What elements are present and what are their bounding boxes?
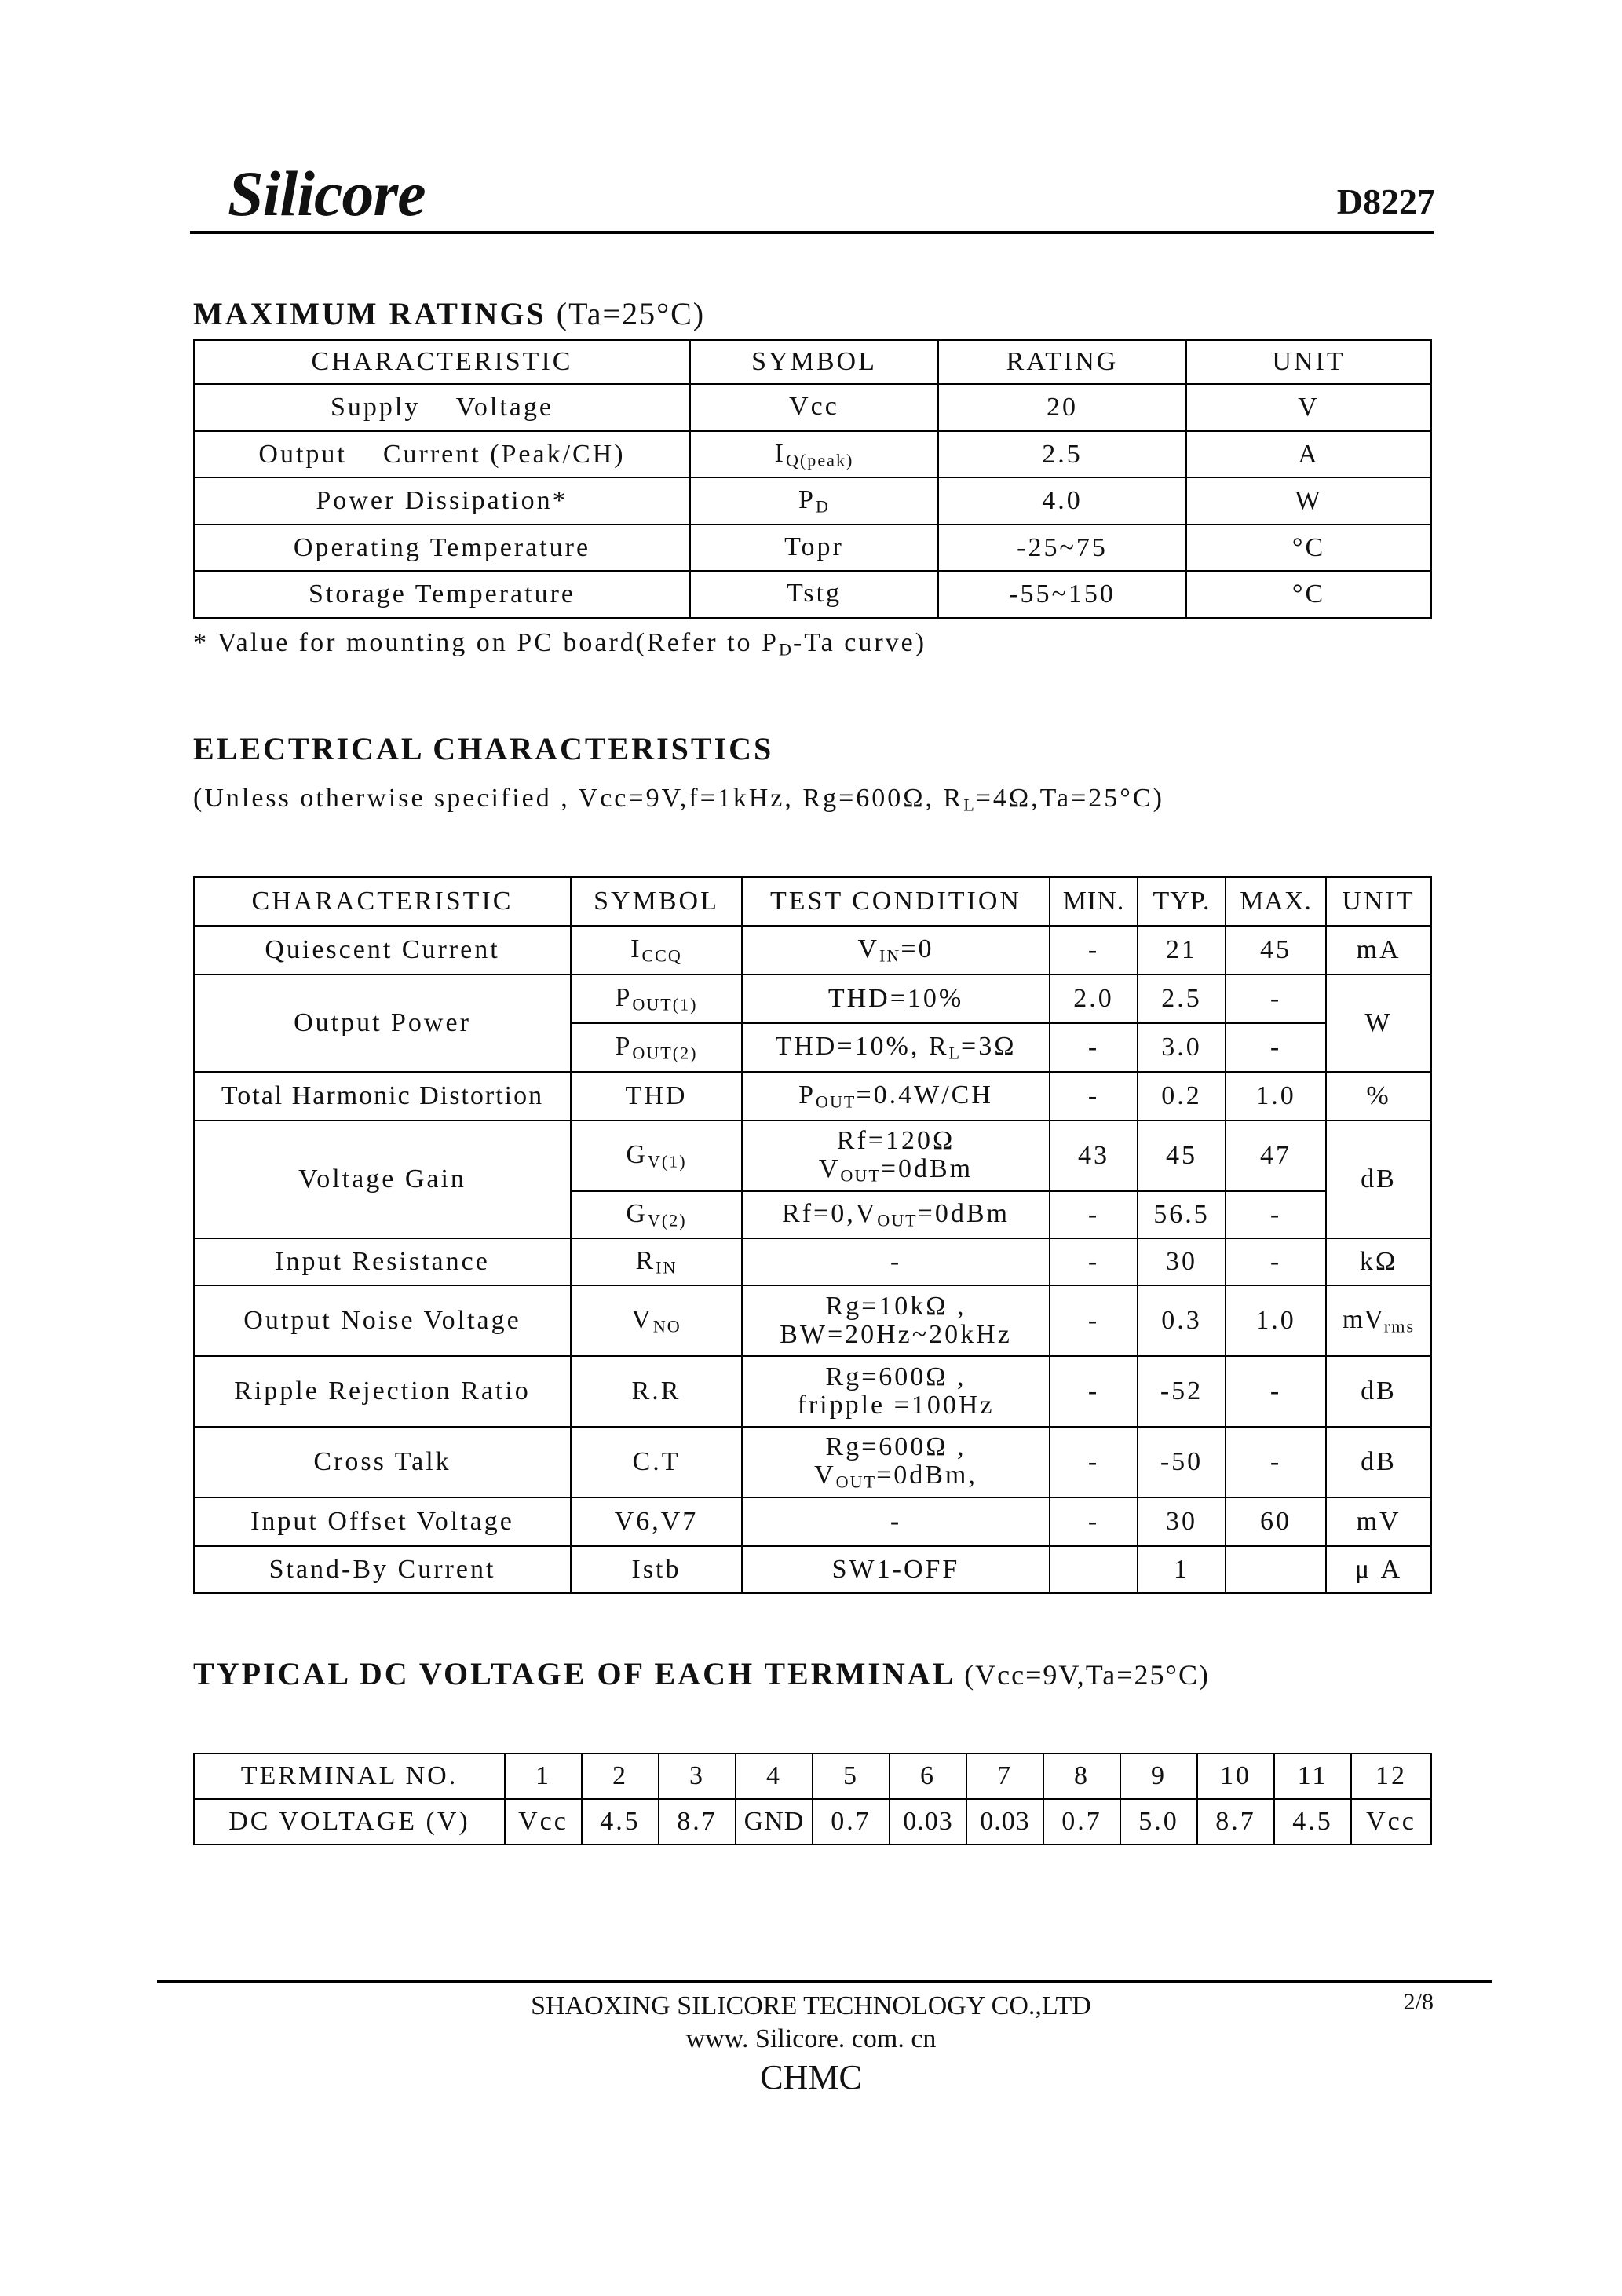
min-cell: -	[1050, 926, 1138, 974]
table-row	[194, 525, 1431, 572]
condition-cell	[742, 1072, 1050, 1121]
table-row	[194, 1072, 1431, 1121]
symbol-cell	[571, 1191, 742, 1238]
unit-cell: dB	[1326, 1356, 1431, 1427]
condition-line-1: Rg=600Ω ,	[825, 1432, 966, 1462]
typ-cell: 30	[1138, 1497, 1226, 1546]
min-cell: -	[1050, 1023, 1138, 1072]
condition-text-end: =0dBm,	[876, 1460, 977, 1490]
characteristic-cell: Output Power	[194, 974, 571, 1072]
typ-cell: -52	[1138, 1356, 1226, 1427]
condition-text-end: =0dBm	[880, 1153, 974, 1183]
symbol-subscript: Q(peak)	[785, 450, 854, 470]
condition-text: P	[798, 1080, 816, 1110]
typ-cell: 0.2	[1138, 1072, 1226, 1121]
typ-cell: 1	[1138, 1546, 1226, 1593]
symbol-subscript: OUT(1)	[632, 994, 698, 1015]
table-header-row	[194, 877, 1431, 926]
symbol-cell: V6,V7	[571, 1497, 742, 1546]
min-cell: -	[1050, 1497, 1138, 1546]
symbol-text: G	[626, 1199, 648, 1229]
condition-text: (Unless otherwise specified , Vcc=9V,f=1kHz, Rg=600Ω, R	[193, 784, 964, 813]
symbol-cell	[571, 926, 742, 974]
condition-text-end: =0.4W/CH	[856, 1080, 993, 1110]
condition-line-2: BW=20Hz~20kHz	[780, 1320, 1012, 1349]
footer-rule	[157, 1980, 1492, 1983]
characteristic-cell: Storage Temperature	[194, 571, 690, 618]
condition-text: Rf=0,V	[782, 1199, 878, 1229]
terminal-cell: 5	[813, 1753, 890, 1799]
unit-cell: W	[1186, 477, 1431, 525]
unit-cell: μ A	[1326, 1546, 1431, 1593]
condition-text: V	[818, 1153, 841, 1183]
brand-logo: Silicore	[228, 158, 426, 229]
unit-cell: A	[1186, 431, 1431, 478]
condition-subscript: IN	[879, 945, 901, 966]
max-ratings-table	[193, 339, 1432, 619]
characteristic-cell: Ripple Rejection Ratio	[194, 1356, 571, 1427]
max-cell: 1.0	[1226, 1285, 1326, 1356]
voltage-cell: 8.7	[659, 1799, 736, 1844]
table-row	[194, 1546, 1431, 1593]
voltage-cell: Vcc	[505, 1799, 582, 1844]
characteristic-cell: Stand-By Current	[194, 1546, 571, 1593]
max-cell: 45	[1226, 926, 1326, 974]
voltage-cell: GND	[736, 1799, 813, 1844]
voltage-cell: 4.5	[1274, 1799, 1351, 1844]
min-cell: -	[1050, 1285, 1138, 1356]
voltage-cell: 4.5	[582, 1799, 659, 1844]
symbol-text: V	[631, 1305, 653, 1335]
characteristic-cell: Output Noise Voltage	[194, 1285, 571, 1356]
rating-cell: -25~75	[938, 525, 1186, 572]
dc-voltage-heading: TYPICAL DC VOLTAGE OF EACH TERMINAL	[193, 1656, 955, 1691]
symbol-cell	[571, 1238, 742, 1285]
condition-text: V	[857, 934, 880, 964]
terminal-cell: 8	[1043, 1753, 1120, 1799]
unit-cell: W	[1326, 974, 1431, 1072]
condition-subscript: OUT	[877, 1210, 918, 1230]
page-number: 2/8	[1403, 1989, 1434, 2015]
typ-cell: 2.5	[1138, 974, 1226, 1023]
characteristic-cell: Output Current (Peak/CH)	[194, 431, 690, 478]
electrical-condition	[193, 784, 1164, 816]
typ-cell: 30	[1138, 1238, 1226, 1285]
symbol-text: P	[798, 485, 816, 515]
terminal-cell: 4	[736, 1753, 813, 1799]
unit-cell: kΩ	[1326, 1238, 1431, 1285]
voltage-cell: Vcc	[1351, 1799, 1431, 1844]
voltage-cell: 0.03	[966, 1799, 1043, 1844]
symbol-text: Tstg	[786, 579, 842, 609]
condition-cell: -	[742, 1238, 1050, 1285]
characteristic-cell: Operating Temperature	[194, 525, 690, 572]
table-header-row	[194, 340, 1431, 384]
symbol-text: P	[615, 1032, 633, 1062]
min-cell: 43	[1050, 1121, 1138, 1191]
condition-cell: -	[742, 1497, 1050, 1546]
table-row	[194, 1427, 1431, 1497]
symbol-cell	[571, 1285, 742, 1356]
table-row	[194, 1285, 1431, 1356]
rating-cell: -55~150	[938, 571, 1186, 618]
table-row	[194, 571, 1431, 618]
condition-subscript: L	[963, 795, 976, 815]
max-ratings-title	[193, 295, 705, 332]
max-cell: -	[1226, 1191, 1326, 1238]
header-cell: UNIT	[1186, 340, 1431, 384]
terminal-cell: 11	[1274, 1753, 1351, 1799]
terminal-cell: 10	[1197, 1753, 1274, 1799]
unit-cell: °C	[1186, 571, 1431, 618]
condition-line-1: Rg=10kΩ ,	[825, 1292, 966, 1322]
min-cell: -	[1050, 1072, 1138, 1121]
table-row	[194, 974, 1431, 1023]
voltage-cell: 8.7	[1197, 1799, 1274, 1844]
symbol-text: R	[635, 1246, 656, 1276]
table-row	[194, 384, 1431, 431]
symbol-subscript: V(2)	[647, 1210, 687, 1230]
terminal-cell: 2	[582, 1753, 659, 1799]
unit-cell: dB	[1326, 1121, 1431, 1238]
characteristic-cell: Input Offset Voltage	[194, 1497, 571, 1546]
condition-line-2	[743, 1155, 1049, 1185]
condition-cell	[742, 1121, 1050, 1191]
condition-cell	[742, 1356, 1050, 1427]
symbol-cell: Istb	[571, 1546, 742, 1593]
max-ratings-footnote	[193, 628, 926, 660]
unit-text: mV	[1342, 1305, 1384, 1335]
condition-line-1: Rg=600Ω ,	[825, 1362, 966, 1392]
header-cell: SYMBOL	[690, 340, 938, 384]
footer-company: SHAOXING SILICORE TECHNOLOGY CO.,LTD	[531, 1991, 1091, 2020]
symbol-subscript: V(1)	[647, 1151, 687, 1172]
condition-text-end: =0dBm	[917, 1199, 1010, 1229]
symbol-cell: THD	[571, 1072, 742, 1121]
table-row	[194, 1497, 1431, 1546]
characteristic-cell: Total Harmonic Distortion	[194, 1072, 571, 1121]
footer-website: www. Silicore. com. cn	[685, 2024, 937, 2053]
typ-cell: -50	[1138, 1427, 1226, 1497]
header-cell: TYP.	[1138, 877, 1226, 926]
symbol-text: P	[615, 983, 633, 1013]
condition-cell	[742, 926, 1050, 974]
footnote-text: * Value for mounting on PC board(Refer to P	[193, 628, 779, 657]
typ-cell: 3.0	[1138, 1023, 1226, 1072]
max-cell: -	[1226, 1427, 1326, 1497]
header-cell: TEST CONDITION	[742, 877, 1050, 926]
condition-text-end: =0	[901, 934, 934, 964]
max-cell: -	[1226, 1238, 1326, 1285]
symbol-cell: R.R	[571, 1356, 742, 1427]
condition-cell	[742, 1285, 1050, 1356]
header-cell: SYMBOL	[571, 877, 742, 926]
symbol-cell	[571, 974, 742, 1023]
symbol-subscript: CCQ	[641, 945, 682, 966]
terminal-label: TERMINAL NO.	[194, 1753, 505, 1799]
terminal-cell: 7	[966, 1753, 1043, 1799]
voltage-cell: 0.03	[890, 1799, 966, 1844]
header-cell: CHARACTERISTIC	[194, 340, 690, 384]
condition-line-1: Rf=120Ω	[836, 1126, 955, 1156]
terminal-cell: 3	[659, 1753, 736, 1799]
symbol-text: G	[626, 1140, 648, 1170]
symbol-subscript: NO	[652, 1316, 681, 1336]
min-cell: -	[1050, 1427, 1138, 1497]
max-ratings-condition: (Ta=25°C)	[556, 296, 706, 331]
condition-subscript: OUT	[840, 1165, 881, 1186]
terminal-cell: 9	[1120, 1753, 1197, 1799]
table-row	[194, 431, 1431, 478]
voltage-cell: 5.0	[1120, 1799, 1197, 1844]
table-row	[194, 1121, 1431, 1191]
max-cell: -	[1226, 974, 1326, 1023]
unit-subscript: rms	[1383, 1316, 1416, 1336]
symbol-subscript: IN	[656, 1257, 678, 1278]
typ-cell: 45	[1138, 1121, 1226, 1191]
condition-line-2	[743, 1461, 1049, 1491]
max-ratings-heading: MAXIMUM RATINGS	[193, 296, 546, 331]
condition-text-end: =3Ω	[961, 1032, 1017, 1062]
typ-cell: 0.3	[1138, 1285, 1226, 1356]
table-row	[194, 477, 1431, 525]
characteristic-cell: Cross Talk	[194, 1427, 571, 1497]
symbol-cell: C.T	[571, 1427, 742, 1497]
condition-cell: SW1-OFF	[742, 1546, 1050, 1593]
characteristic-cell: Power Dissipation*	[194, 477, 690, 525]
table-row	[194, 926, 1431, 974]
condition-line-2: fripple =100Hz	[797, 1391, 995, 1420]
unit-cell: V	[1186, 384, 1431, 431]
symbol-text: I	[630, 934, 642, 964]
header-cell: MIN.	[1050, 877, 1138, 926]
characteristic-cell: Input Resistance	[194, 1238, 571, 1285]
max-cell: -	[1226, 1023, 1326, 1072]
header-cell: RATING	[938, 340, 1186, 384]
table-row	[194, 1238, 1431, 1285]
dc-voltage-table	[193, 1753, 1432, 1845]
symbol-cell	[571, 1023, 742, 1072]
characteristic-cell: Quiescent Current	[194, 926, 571, 974]
max-cell: 1.0	[1226, 1072, 1326, 1121]
electrical-table	[193, 876, 1432, 1594]
symbol-cell	[690, 431, 938, 478]
condition-cell	[742, 1023, 1050, 1072]
symbol-text: I	[774, 438, 786, 468]
dc-voltage-condition: (Vcc=9V,Ta=25°C)	[964, 1659, 1210, 1691]
min-cell: -	[1050, 1238, 1138, 1285]
unit-cell: mA	[1326, 926, 1431, 974]
footnote-subscript: D	[778, 639, 793, 660]
symbol-text: Vcc	[789, 392, 839, 422]
symbol-subscript: D	[815, 496, 830, 517]
min-cell	[1050, 1546, 1138, 1593]
voltage-cell: 0.7	[813, 1799, 890, 1844]
unit-cell: %	[1326, 1072, 1431, 1121]
terminal-cell: 12	[1351, 1753, 1431, 1799]
condition-subscript: OUT	[835, 1472, 877, 1492]
symbol-cell	[690, 477, 938, 525]
unit-cell: dB	[1326, 1427, 1431, 1497]
condition-cell	[742, 1191, 1050, 1238]
header-rule	[190, 231, 1434, 234]
symbol-text: Topr	[784, 532, 844, 561]
max-cell: 60	[1226, 1497, 1326, 1546]
characteristic-cell: Supply Voltage	[194, 384, 690, 431]
max-cell: 47	[1226, 1121, 1326, 1191]
unit-cell: mV	[1326, 1497, 1431, 1546]
rating-cell: 2.5	[938, 431, 1186, 478]
unit-cell: °C	[1186, 525, 1431, 572]
voltage-cell: 0.7	[1043, 1799, 1120, 1844]
rating-cell: 20	[938, 384, 1186, 431]
terminal-row	[194, 1753, 1431, 1799]
max-cell	[1226, 1546, 1326, 1593]
typ-cell: 21	[1138, 926, 1226, 974]
characteristic-cell: Voltage Gain	[194, 1121, 571, 1238]
terminal-cell: 6	[890, 1753, 966, 1799]
typ-cell: 56.5	[1138, 1191, 1226, 1238]
symbol-cell	[690, 384, 938, 431]
symbol-cell	[690, 571, 938, 618]
voltage-label: DC VOLTAGE (V)	[194, 1799, 505, 1844]
unit-cell	[1326, 1285, 1431, 1356]
header-cell: UNIT	[1326, 877, 1431, 926]
condition-text: THD=10%, R	[775, 1032, 949, 1062]
footnote-text-end: -Ta curve)	[792, 628, 927, 657]
footer-mark: CHMC	[760, 2058, 862, 2097]
min-cell: -	[1050, 1356, 1138, 1427]
min-cell: 2.0	[1050, 974, 1138, 1023]
condition-text-end: =4Ω,Ta=25°C)	[975, 784, 1164, 813]
min-cell: -	[1050, 1191, 1138, 1238]
dc-voltage-title	[193, 1655, 1210, 1692]
symbol-cell	[690, 525, 938, 572]
part-number: D8227	[1336, 181, 1435, 221]
symbol-subscript: OUT(2)	[632, 1043, 698, 1063]
symbol-cell	[571, 1121, 742, 1191]
condition-subscript: OUT	[816, 1091, 857, 1112]
condition-subscript: L	[948, 1043, 962, 1063]
condition-cell	[742, 1427, 1050, 1497]
terminal-cell: 1	[505, 1753, 582, 1799]
header-cell: MAX.	[1226, 877, 1326, 926]
electrical-title: ELECTRICAL CHARACTERISTICS	[193, 731, 774, 766]
table-row	[194, 1356, 1431, 1427]
condition-cell: THD=10%	[742, 974, 1050, 1023]
max-cell: -	[1226, 1356, 1326, 1427]
condition-text: V	[814, 1460, 836, 1490]
rating-cell: 4.0	[938, 477, 1186, 525]
header-cell: CHARACTERISTIC	[194, 877, 571, 926]
voltage-row	[194, 1799, 1431, 1844]
